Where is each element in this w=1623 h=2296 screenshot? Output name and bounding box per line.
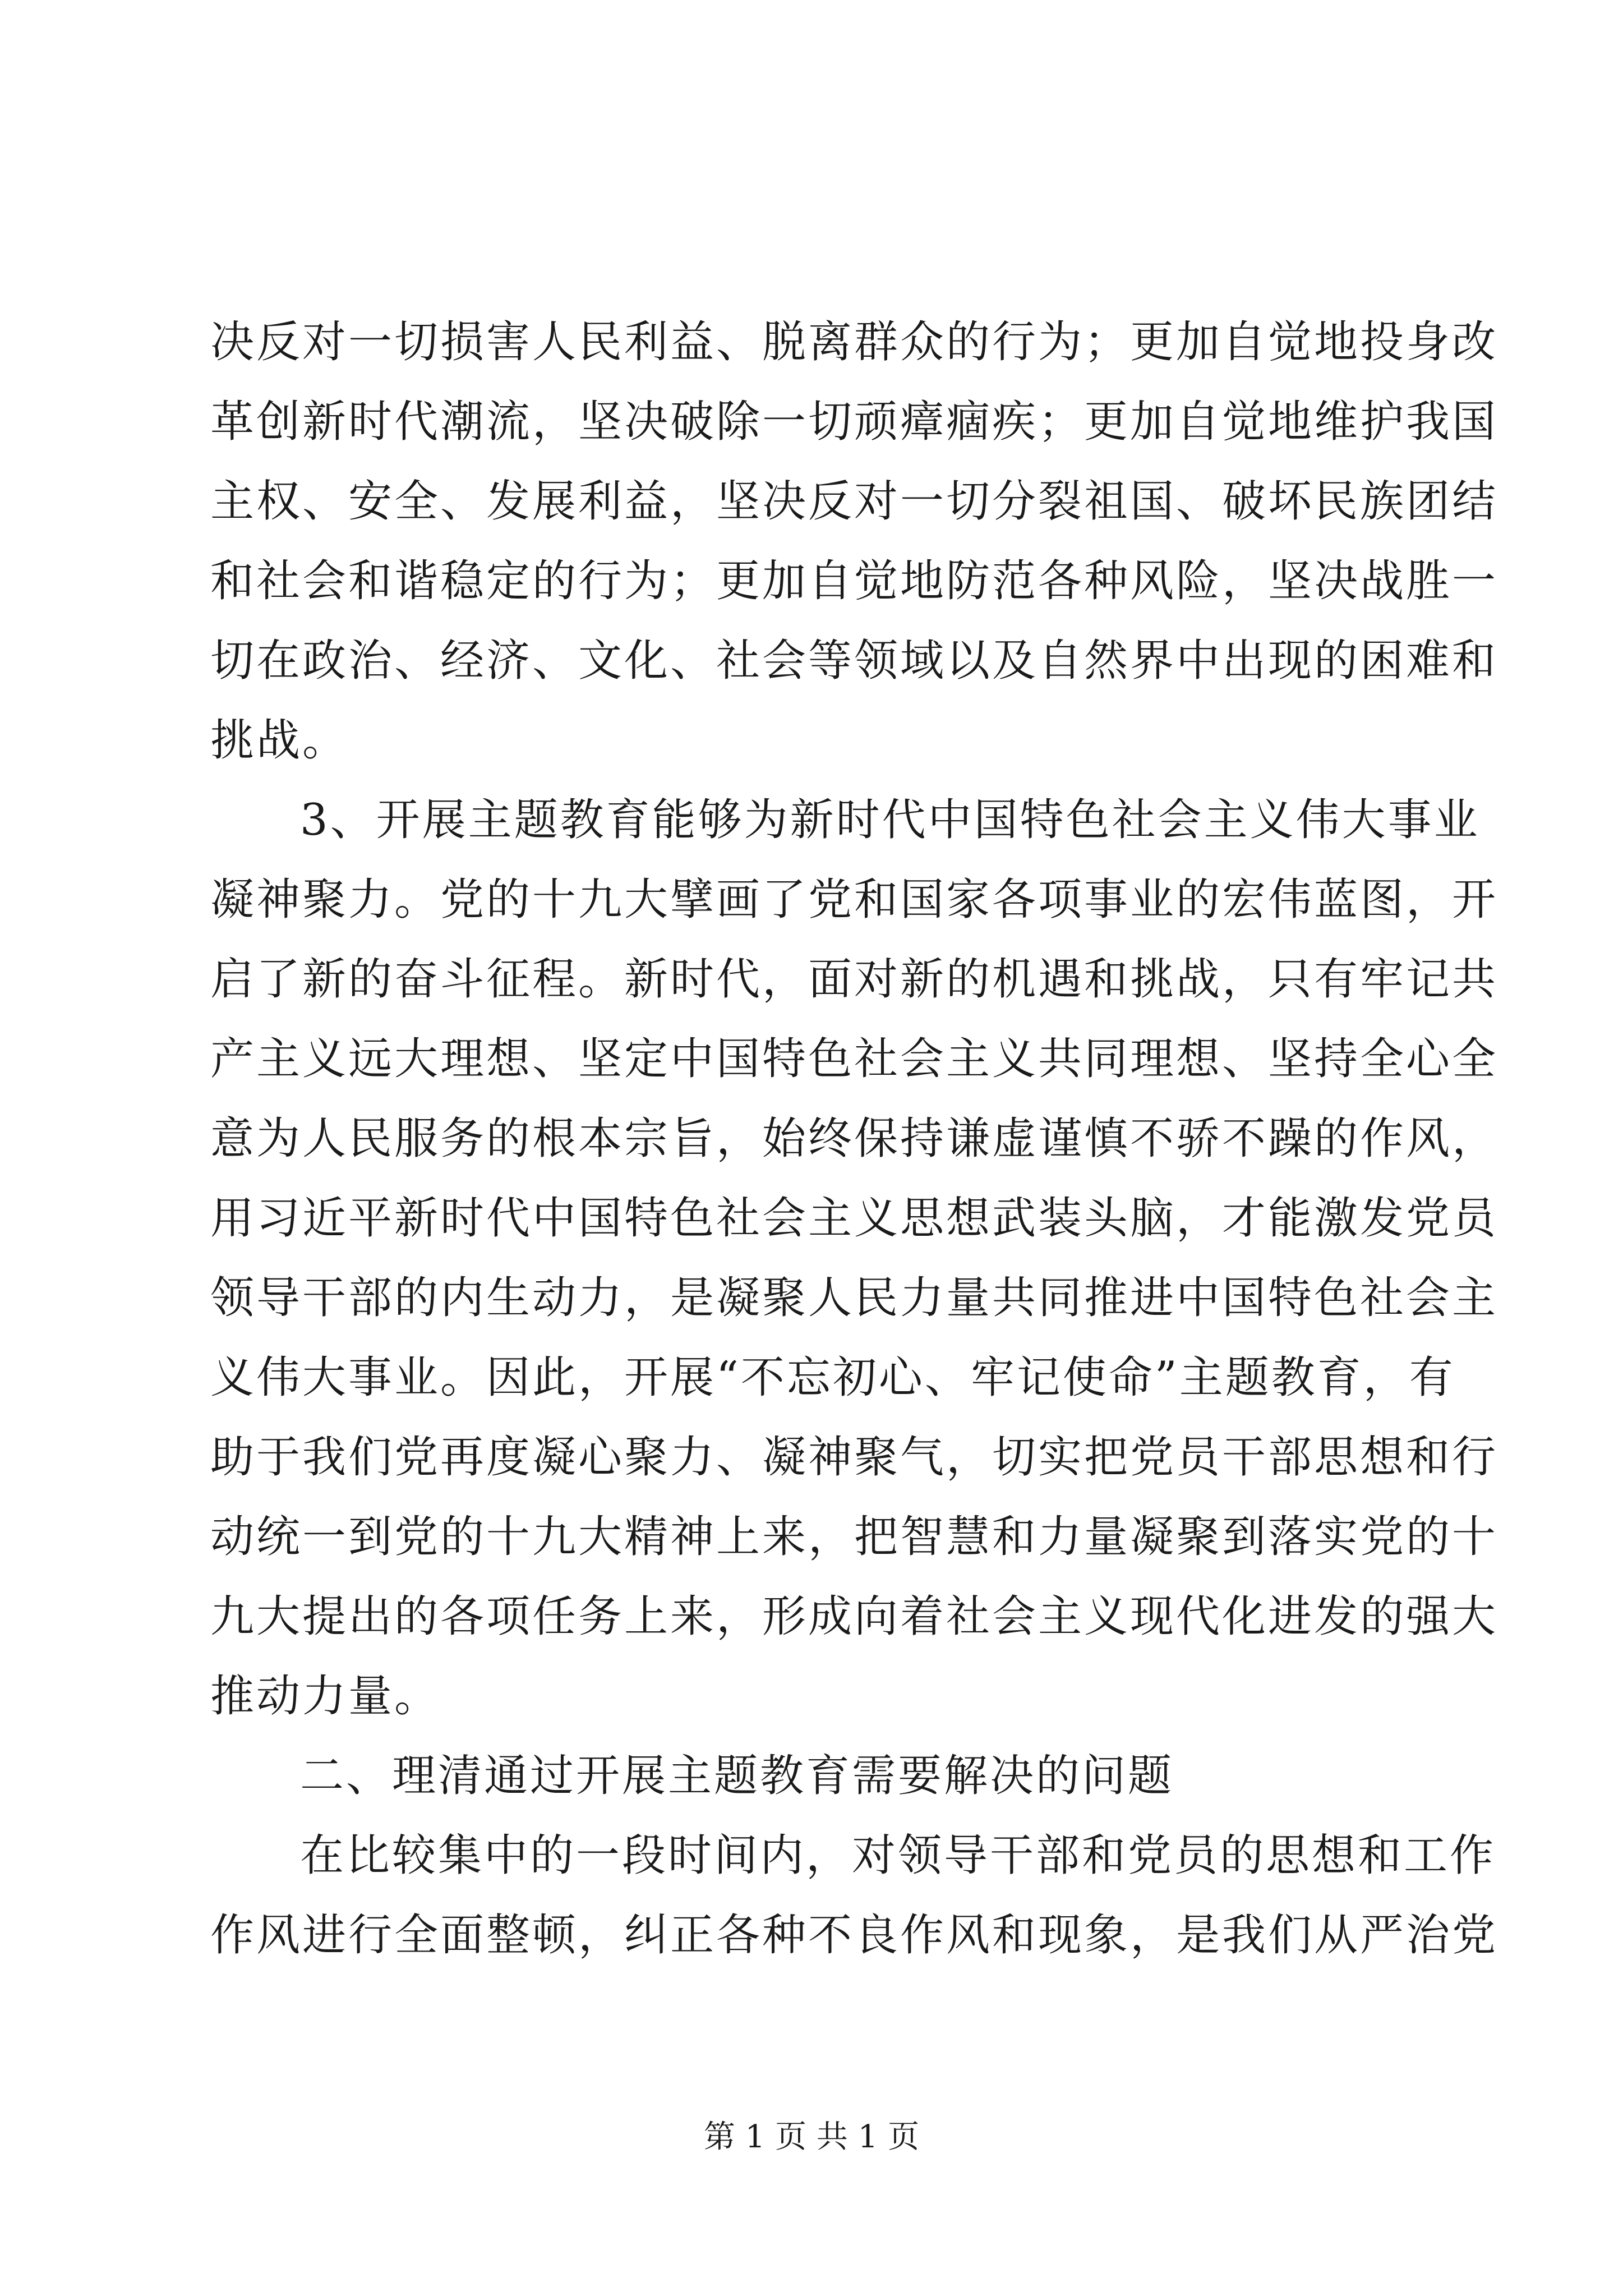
text-line: 用习近平新时代中国特色社会主义思想武装头脑，才能激发党员: [210, 1193, 1498, 1244]
text-line: 推动力量。: [210, 1671, 441, 1722]
text-line: 助于我们党再度凝心聚力、凝神聚气，切实把党员干部思想和行: [210, 1432, 1498, 1483]
text-line: 九大提出的各项任务上来，形成向着社会主义现代化进发的强大: [210, 1591, 1498, 1642]
text-line: 切在政治、经济、文化、社会等领域以及自然界中出现的困难和: [210, 636, 1498, 686]
paragraph-start-line: 3、开展主题教育能够为新时代中国特色社会主义伟大事业: [300, 795, 1480, 845]
text-line: 动统一到党的十九大精神上来，把智慧和力量凝聚到落实党的十: [210, 1512, 1498, 1562]
text-line: 义伟大事业。因此，开展“不忘初心、牢记使命”主题教育，有: [210, 1352, 1455, 1403]
text-line: 凝神聚力。党的十九大擘画了党和国家各项事业的宏伟蓝图，开: [210, 875, 1498, 925]
text-line: 挑战。: [210, 715, 349, 766]
text-line: 领导干部的内生动力，是凝聚人民力量共同推进中国特色社会主: [210, 1273, 1498, 1323]
text-line: 革创新时代潮流，坚决破除一切顽瘴痼疾；更加自觉地维护我国: [210, 397, 1498, 447]
section-heading: 二、理清通过开展主题教育需要解决的问题: [300, 1751, 1174, 1801]
text-line: 产主义远大理想、坚定中国特色社会主义共同理想、坚持全心全: [210, 1034, 1498, 1084]
text-line: 和社会和谐稳定的行为；更加自觉地防范各种风险，坚决战胜一: [210, 556, 1498, 606]
page-footer: 第 1 页 共 1 页: [703, 2119, 920, 2155]
text-line: 意为人民服务的根本宗旨，始终保持谦虚谨慎不骄不躁的作风，: [210, 1114, 1498, 1164]
paragraph-start-line: 在比较集中的一段时间内，对领导干部和党员的思想和工作: [300, 1830, 1496, 1881]
text-line: 决反对一切损害人民利益、脱离群众的行为；更加自觉地投身改: [210, 317, 1498, 367]
text-line: 作风进行全面整顿，纠正各种不良作风和现象，是我们从严治党: [210, 1910, 1498, 1961]
text-line: 主权、安全、发展利益，坚决反对一切分裂祖国、破坏民族团结: [210, 476, 1498, 527]
text-line: 启了新的奋斗征程。新时代，面对新的机遇和挑战，只有牢记共: [210, 954, 1498, 1005]
